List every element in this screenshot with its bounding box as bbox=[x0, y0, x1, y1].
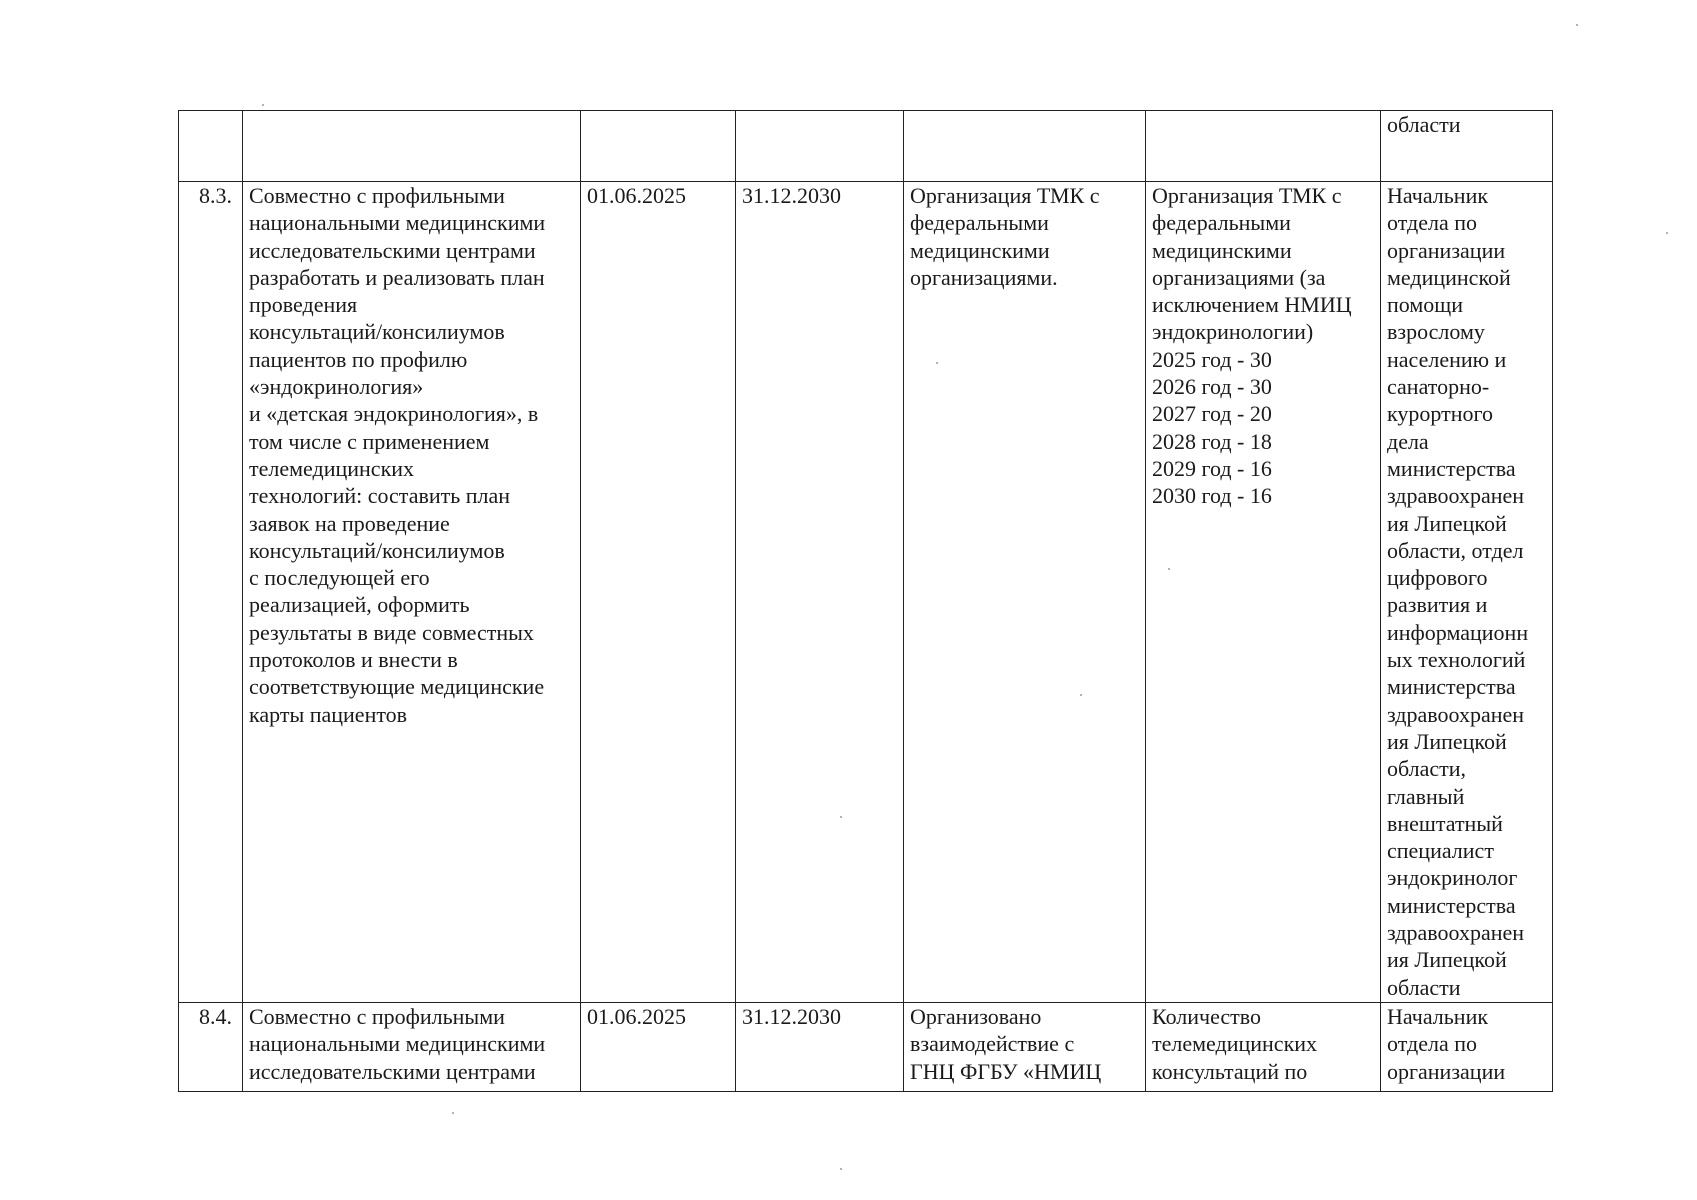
cell-line: организациями. bbox=[910, 264, 1058, 290]
cell-line: цифрового bbox=[1387, 565, 1488, 591]
cell-line: национальными медицинскими bbox=[249, 210, 546, 236]
cell-line: 2027 год - 20 bbox=[1152, 401, 1272, 427]
cell-line: ия Липецкой bbox=[1387, 947, 1507, 973]
cell-line: «эндокринология» bbox=[249, 374, 424, 400]
cell-line: организации bbox=[1387, 1058, 1506, 1084]
cell-line: главный bbox=[1387, 783, 1465, 809]
row-number: 8.3. bbox=[179, 182, 243, 1003]
cell-line: Совместно с профильными bbox=[249, 183, 505, 208]
cell-line: взаимодействие с bbox=[910, 1031, 1075, 1057]
cell-line: взрослому bbox=[1387, 319, 1485, 345]
cell-line: медицинской bbox=[1387, 264, 1511, 290]
end-date: 31.12.2030 bbox=[736, 182, 904, 1003]
scan-speck bbox=[262, 104, 264, 106]
cell-line: и «детская эндокринология», в bbox=[249, 401, 539, 427]
table-row-continuation bbox=[179, 111, 1553, 182]
cell-line: специалист bbox=[1387, 838, 1494, 864]
scan-speck bbox=[1666, 232, 1668, 234]
cell-line: телемедицинских bbox=[249, 455, 415, 481]
cell-line: национальными медицинскими bbox=[249, 1031, 546, 1057]
cell-line: исследовательскими центрами bbox=[249, 1058, 536, 1084]
cell-line: министерства bbox=[1387, 674, 1516, 700]
table-row-8-4 bbox=[179, 1003, 1553, 1092]
cell-line: области, отдел bbox=[1387, 537, 1524, 563]
cell-line: дела bbox=[1387, 428, 1429, 454]
cell-number bbox=[179, 111, 243, 182]
cell-line: эндокринолог bbox=[1387, 865, 1518, 891]
indicator-cell bbox=[1146, 182, 1381, 1003]
cell-start-date bbox=[581, 111, 736, 182]
cell-line: Начальник bbox=[1387, 1004, 1489, 1029]
cell-line: федеральными bbox=[910, 210, 1049, 236]
cell-line: ГНЦ ФГБУ «НМИЦ bbox=[910, 1058, 1102, 1084]
cell-result bbox=[904, 111, 1146, 182]
indicator-cell bbox=[1146, 1003, 1381, 1092]
cell-line: области bbox=[1387, 974, 1461, 1000]
cell-line: информационн bbox=[1387, 619, 1529, 645]
cell-line: соответствующие медицинские bbox=[249, 674, 545, 700]
cell-line: населению и bbox=[1387, 346, 1507, 372]
start-date: 01.06.2025 bbox=[581, 182, 736, 1003]
cell-line: Организация ТМК с bbox=[1152, 183, 1342, 208]
table-row-8-3 bbox=[179, 182, 1553, 1003]
cell-line: карты пациентов bbox=[249, 701, 408, 727]
description-cell bbox=[243, 1003, 581, 1092]
cell-line: ия Липецкой bbox=[1387, 728, 1507, 754]
cell-line: разработать и реализовать план bbox=[249, 264, 545, 290]
cell-line: консультаций/консилиумов bbox=[249, 319, 505, 345]
cell-line: ых технологий bbox=[1387, 647, 1526, 673]
cell-line: санаторно- bbox=[1387, 374, 1490, 400]
start-date: 01.06.2025 bbox=[581, 1003, 736, 1092]
cell-line: заявок на проведение bbox=[249, 510, 450, 536]
cell-line: том числе с применением bbox=[249, 428, 490, 454]
scan-speck bbox=[1080, 694, 1082, 696]
cell-line: федеральными bbox=[1152, 210, 1291, 236]
cell-line: здравоохранен bbox=[1387, 920, 1525, 946]
cell-line: 2028 год - 18 bbox=[1152, 428, 1272, 454]
cell-line: 2026 год - 30 bbox=[1152, 374, 1272, 400]
cell-line: исключением НМИЦ bbox=[1152, 292, 1352, 318]
description-cell bbox=[243, 182, 581, 1003]
cell-line: технологий: составить план bbox=[249, 483, 511, 509]
cell-line: курортного bbox=[1387, 401, 1493, 427]
scan-speck bbox=[1576, 24, 1578, 26]
cell-line: внештатный bbox=[1387, 810, 1503, 836]
cell-line: Количество bbox=[1152, 1004, 1262, 1029]
scan-speck bbox=[840, 816, 842, 818]
row-number: 8.4. bbox=[179, 1003, 243, 1092]
cell-line: телемедицинских bbox=[1152, 1031, 1318, 1057]
cell-line: министерства bbox=[1387, 455, 1516, 481]
cell-line: результаты в виде совместных bbox=[249, 619, 534, 645]
cell-responsible bbox=[1381, 111, 1553, 182]
cell-line: отдела по bbox=[1387, 1031, 1478, 1057]
cell-description bbox=[243, 111, 581, 182]
cell-line: организации bbox=[1387, 237, 1506, 263]
cell-line: Организация ТМК с bbox=[910, 183, 1100, 208]
responsible-text: области bbox=[1387, 112, 1461, 137]
cell-line: проведения bbox=[249, 292, 358, 318]
cell-line: развития и bbox=[1387, 592, 1488, 618]
scan-speck bbox=[452, 1112, 454, 1114]
cell-line: эндокринологии) bbox=[1152, 319, 1314, 345]
cell-line: реализацией, оформить bbox=[249, 592, 470, 618]
result-cell bbox=[904, 182, 1146, 1003]
cell-line: ия Липецкой bbox=[1387, 510, 1507, 536]
cell-indicator bbox=[1146, 111, 1381, 182]
cell-line: отдела по bbox=[1387, 210, 1478, 236]
scan-speck bbox=[1168, 568, 1170, 570]
cell-line: медицинскими bbox=[910, 237, 1050, 263]
cell-line: 2030 год - 16 bbox=[1152, 483, 1272, 509]
cell-line: Совместно с профильными bbox=[249, 1004, 505, 1029]
cell-line: Организовано bbox=[910, 1004, 1042, 1029]
cell-line: исследовательскими центрами bbox=[249, 237, 536, 263]
cell-line: протоколов и внести в bbox=[249, 647, 458, 673]
plan-table bbox=[178, 110, 1553, 1092]
cell-line: организациями (за bbox=[1152, 264, 1326, 290]
scan-speck bbox=[840, 1168, 842, 1170]
cell-line: 2025 год - 30 bbox=[1152, 346, 1272, 372]
cell-line: здравоохранен bbox=[1387, 701, 1525, 727]
cell-line: Начальник bbox=[1387, 183, 1489, 208]
cell-line: области, bbox=[1387, 756, 1467, 782]
cell-line: консультаций по bbox=[1152, 1058, 1308, 1084]
end-date: 31.12.2030 bbox=[736, 1003, 904, 1092]
cell-line: 2029 год - 16 bbox=[1152, 455, 1272, 481]
responsible-cell bbox=[1381, 182, 1553, 1003]
cell-line: пациентов по профилю bbox=[249, 346, 468, 372]
cell-line: здравоохранен bbox=[1387, 483, 1525, 509]
cell-end-date bbox=[736, 111, 904, 182]
scan-speck bbox=[936, 362, 938, 364]
cell-line: консультаций/консилиумов bbox=[249, 537, 505, 563]
result-cell bbox=[904, 1003, 1146, 1092]
cell-line: помощи bbox=[1387, 292, 1463, 318]
responsible-cell bbox=[1381, 1003, 1553, 1092]
cell-line: с последующей его bbox=[249, 565, 430, 591]
cell-line: министерства bbox=[1387, 892, 1516, 918]
cell-line: медицинскими bbox=[1152, 237, 1292, 263]
